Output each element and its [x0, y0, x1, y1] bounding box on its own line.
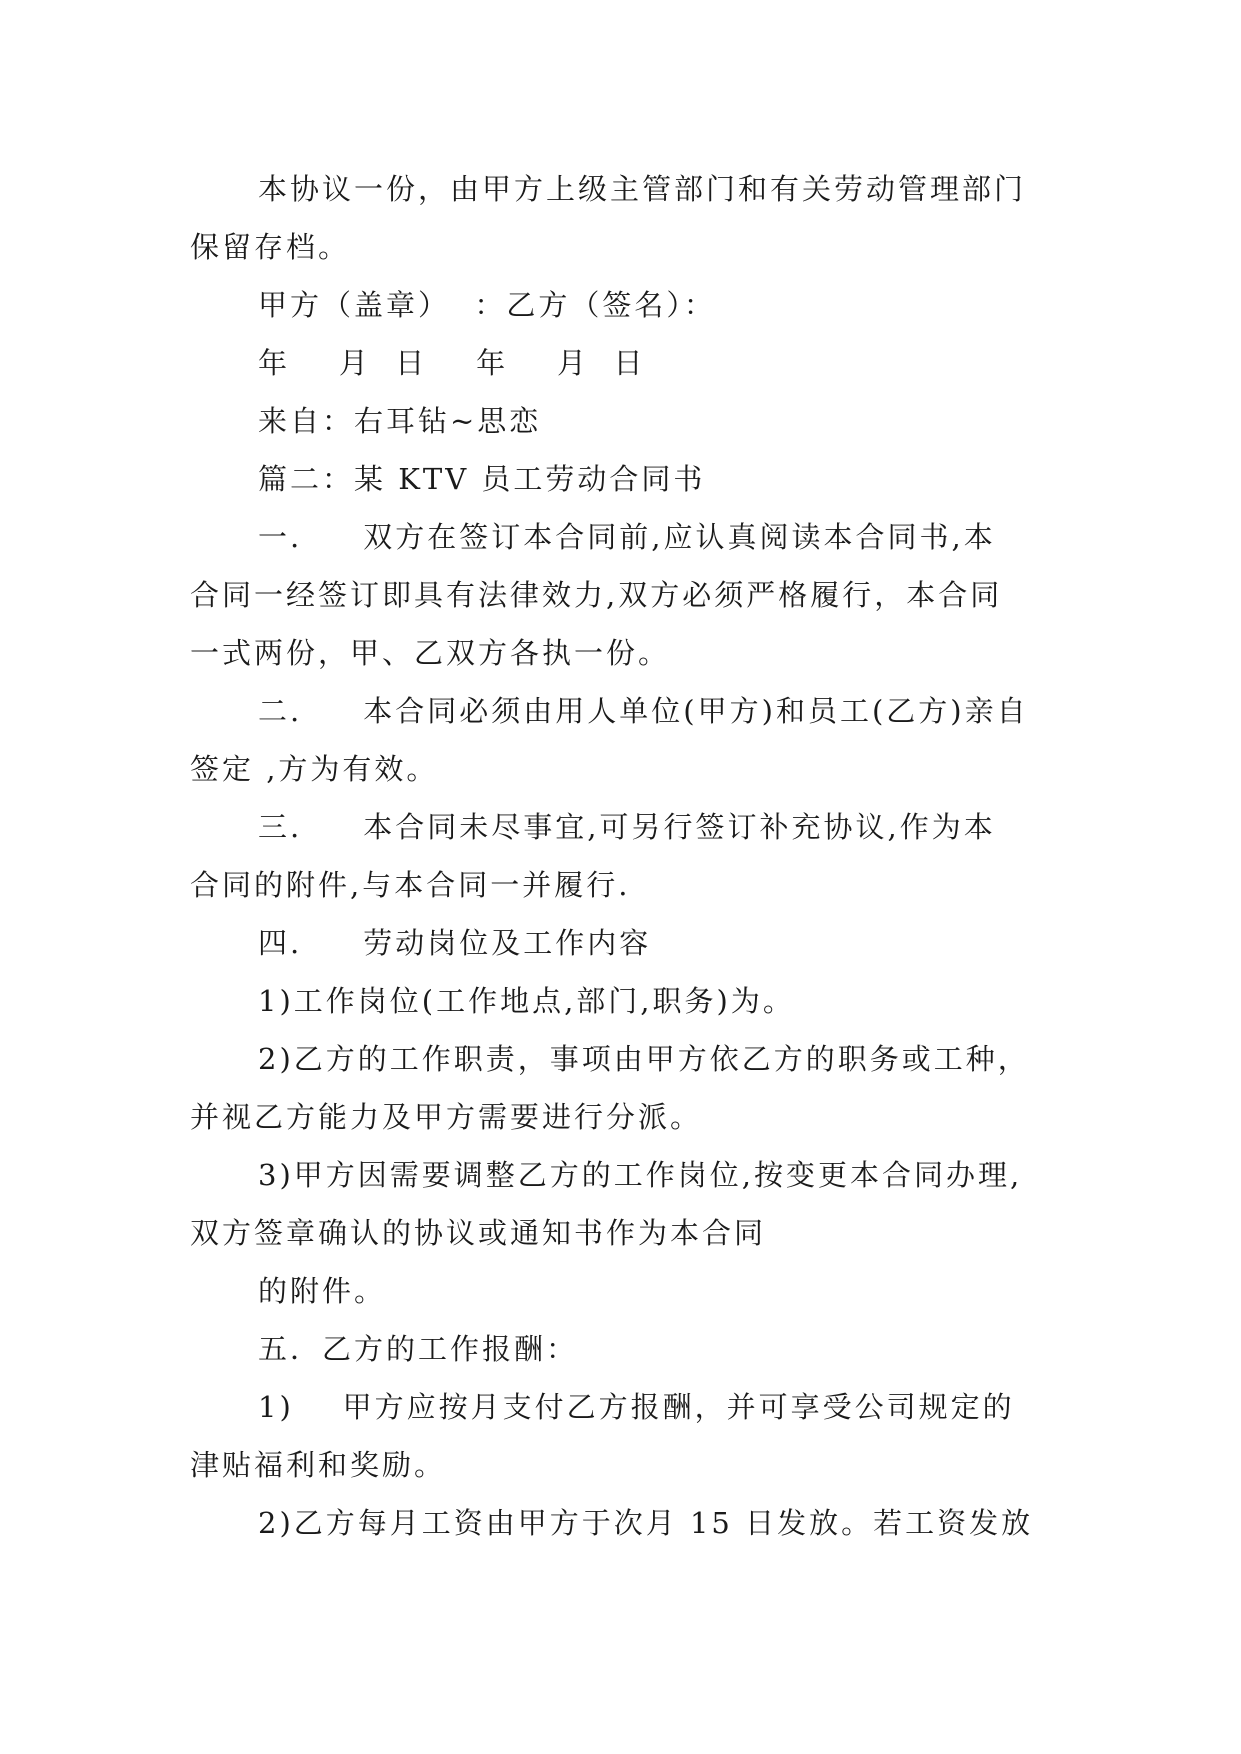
text-line: 1)工作岗位(工作地点,部门,职务)为。: [258, 984, 795, 1018]
text-line: 本协议一份，由甲方上级主管部门和有关劳动管理部门: [258, 172, 1027, 206]
text-line: 1) 甲方应按月支付乙方报酬，并可享受公司规定的: [258, 1390, 1015, 1424]
text-line: 合同的附件,与本合同一并履行.: [190, 868, 631, 902]
text-line: 并视乙方能力及甲方需要进行分派。: [190, 1100, 703, 1134]
text-line: 2)乙方的工作职责，事项由甲方依乙方的职务或工种，: [258, 1042, 1030, 1076]
text-line: 2)乙方每月工资由甲方于次月 15 日发放。若工资发放: [258, 1506, 1034, 1540]
text-line: 双方签章确认的协议或通知书作为本合同: [190, 1216, 767, 1250]
text-line: 二. 本合同必须由用人单位(甲方)和员工(乙方)亲自: [258, 694, 1029, 728]
document-body: [190, 160, 1070, 1552]
section-heading: 五．乙方的工作报酬：: [258, 1332, 579, 1366]
text-line: 保留存档。: [190, 230, 351, 264]
text-line: 一. 双方在签订本合同前,应认真阅读本合同书,本: [258, 520, 996, 554]
text-line: 来自：右耳钻~思恋: [258, 404, 542, 438]
section-heading: 四. 劳动岗位及工作内容: [258, 926, 652, 960]
text-line: 一式两份，甲、乙双方各执一份。: [190, 636, 671, 670]
text-line: 甲方（盖章） ：乙方（签名）：: [258, 288, 716, 322]
text-line: 签定 ,方为有效。: [190, 752, 439, 786]
text-line: 津贴福利和奖励。: [190, 1448, 447, 1482]
section-heading: 篇二：某 KTV 员工劳动合同书: [258, 462, 706, 496]
text-line: 合同一经签订即具有法律效力,双方必须严格履行，本合同: [190, 578, 1003, 612]
text-line: 的附件。: [258, 1274, 387, 1308]
text-line: 年 月 日 年 月 日: [258, 346, 646, 380]
text-line: 三. 本合同未尽事宜,可另行签订补充协议,作为本: [258, 810, 996, 844]
text-line: 3)甲方因需要调整乙方的工作岗位,按变更本合同办理,: [258, 1158, 1023, 1192]
